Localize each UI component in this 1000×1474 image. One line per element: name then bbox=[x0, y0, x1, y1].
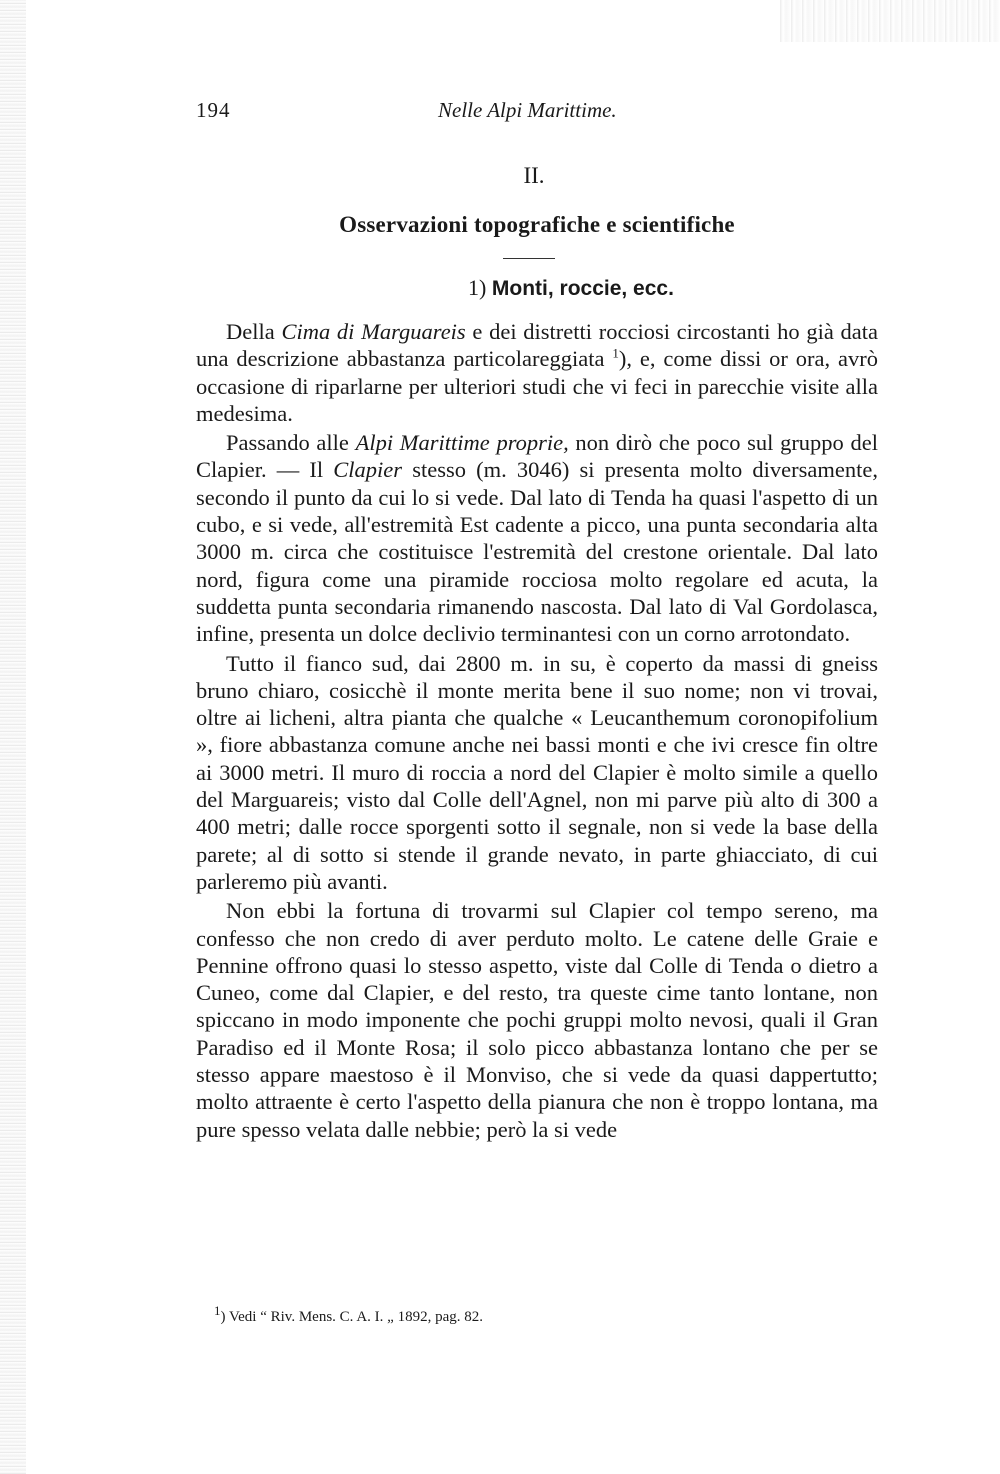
footnote bbox=[214, 1303, 878, 1327]
footnote-marker: 1 bbox=[214, 1303, 221, 1318]
p2-italic-peak: Clapier bbox=[333, 457, 403, 483]
p2-text-a: Passando alle bbox=[226, 430, 356, 456]
page-number: 194 bbox=[196, 98, 231, 122]
running-title: Nelle Alpi Marittime. bbox=[438, 98, 617, 122]
paragraph-4: Non ebbi la fortuna di trovarmi sul Clapier col tempo sereno, ma confesso che non credo di aver perduto molto. Le catene delle Graie e Pennine offrono quasi lo stesso aspetto, viste dal Colle di Tenda o dietro a Cuneo, come dal Clapier, e del resto, tra queste cime tanto lontane, non spiccano in modo imponente che pochi gruppi molto nevosi, quali il Gran Paradiso ed il Monte Rosa; il solo picco abbastanza lontano che per se stesso appare maestoso è il Monviso, che si vede da quasi dappertutto; molto attraente è certo l'aspetto della pianura che non è troppo lontana, ma pure spesso velata dalle nebbie; però la si vede bbox=[196, 898, 878, 1142]
footnote-text: ) Vedi “ Riv. Mens. C. A. I. „ 1892, pag. 82. bbox=[220, 1309, 483, 1325]
p1-italic-place: Cima di Marguareis bbox=[281, 319, 466, 344]
section-title: Osservazioni topografiche e scientifiche bbox=[339, 212, 735, 237]
paragraph-1 bbox=[196, 318, 878, 427]
p2-italic-region: Alpi Marittime proprie, bbox=[355, 430, 569, 456]
title-divider bbox=[503, 258, 555, 259]
paragraph-3: Tutto il fianco sud, dai 2800 m. in su, è coperto da massi di gneiss bruno chiaro, cosicchè il monte merita bene il suo nome; non vi trovai, oltre ai licheni, altra pianta che qualche « Leucanthemum coronopifolium », fiore abbastanza comune anche nei bassi monti e che ivi cresce fin oltre ai 3000 metri. Il muro di roccia a nord del Clapier è molto simile a quello del Marguareis; visto dal Colle dell'Agnel, non mi parve più alto di 300 a 400 metri; dalle rocce sporgenti sotto il segnale, non si vede la base della parete; al di sotto si stende il grande nevato, in parte ghiacciato, di cui parleremo più avanti. bbox=[196, 650, 878, 894]
scan-left-edge bbox=[0, 0, 26, 1474]
p1-text-d: ), e, come dissi or ora, avrò occasione di riparlarne per ulteriori studi che vi feci in parecchie visite alla medesima. bbox=[196, 346, 878, 426]
subsection-title: Monti, roccie, ecc. bbox=[491, 277, 674, 300]
subsection-heading bbox=[196, 275, 878, 301]
body-text bbox=[196, 318, 878, 1145]
p1-text-a: Della bbox=[226, 319, 282, 344]
footnote-ref: 1 bbox=[612, 345, 619, 361]
section-number: II. bbox=[523, 163, 545, 188]
scan-top-edge bbox=[780, 0, 1000, 42]
page-header bbox=[196, 98, 878, 128]
p2-text-e: stesso (m. 3046) si presenta molto diversamente, secondo il punto da cui lo si vede. Dal lato di Tenda ha quasi l'aspetto di un cubo, e si vede, all'estremità Est cadente a picco, una punta secondaria alta 3000 m. circa che costituisce l'estremità del crestone orientale. Dal lato nord, figura come una piramide rocciosa molto regolare ed acuta, la suddetta punta secondaria rimanendo nascosta. Dal lato di Val Gordolasca, infine, presenta un dolce declivio terminantesi con un corno arrotondato. bbox=[196, 457, 878, 647]
paragraph-2 bbox=[196, 429, 878, 647]
p1-text-c: e dei distretti rocciosi circostanti ho già data una descrizione abbastanza particolareggiata bbox=[196, 319, 878, 372]
p2-text-c: non dirò che poco sul gruppo del Clapier. — Il bbox=[196, 430, 878, 483]
subsection-number: 1) bbox=[468, 275, 487, 300]
